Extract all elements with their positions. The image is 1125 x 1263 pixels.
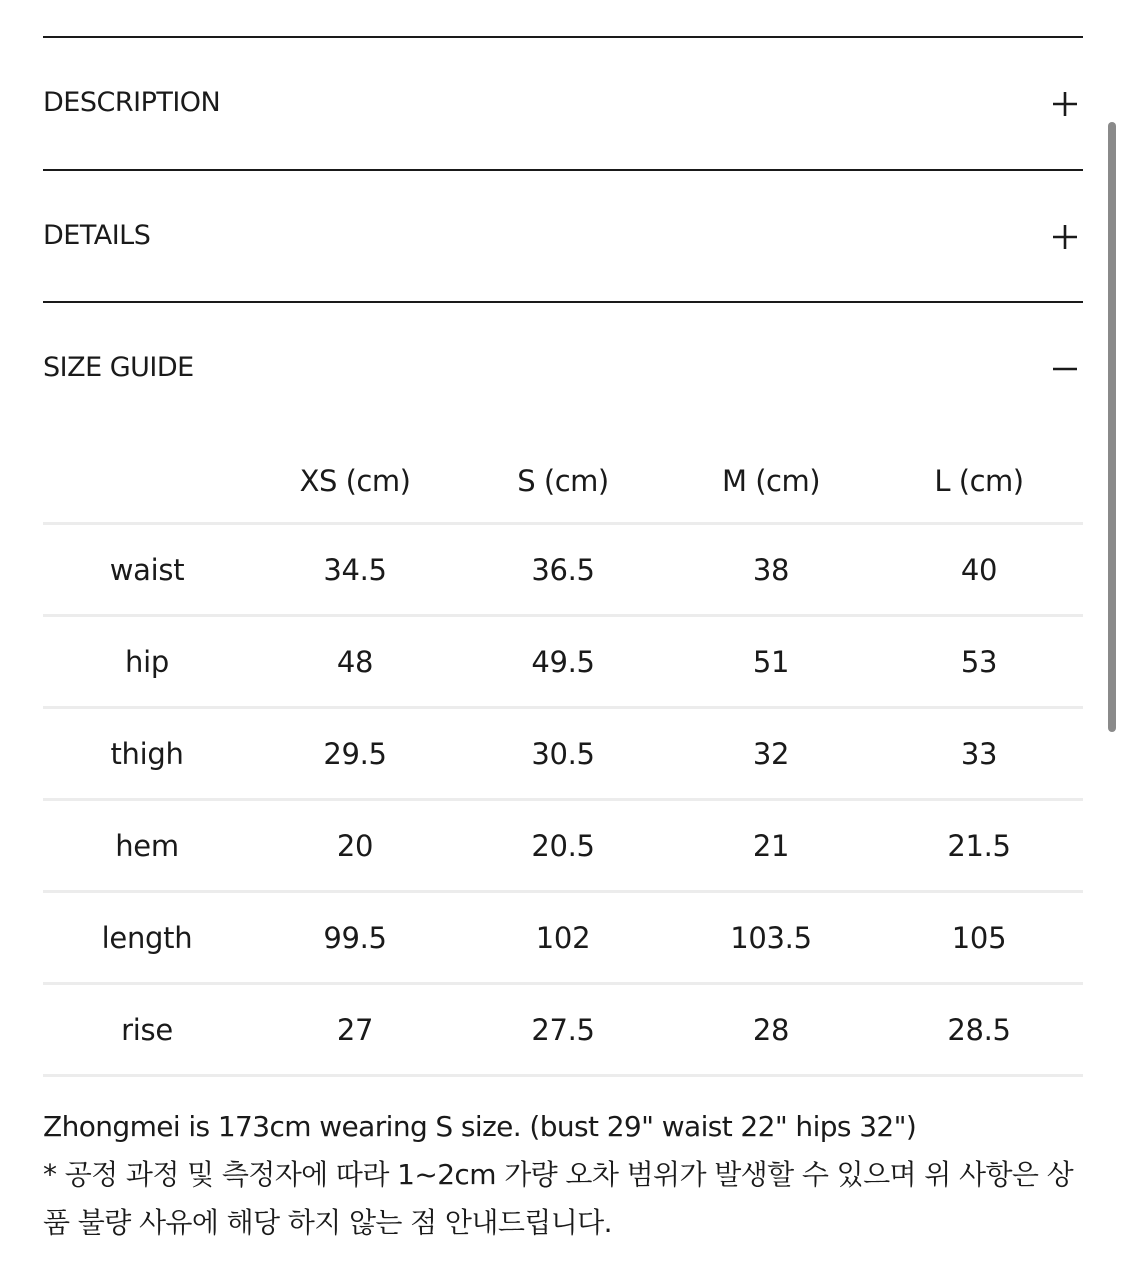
size-table-header-xs: XS (cm) xyxy=(299,464,411,498)
size-value: 53 xyxy=(875,616,1083,708)
size-value: 21 xyxy=(667,800,875,892)
size-value: 27.5 xyxy=(459,984,667,1076)
table-row xyxy=(43,800,1083,892)
size-table-header-l: L (cm) xyxy=(934,464,1024,498)
size-value: 28.5 xyxy=(875,984,1083,1076)
size-value: 20 xyxy=(251,800,459,892)
size-value: 20.5 xyxy=(459,800,667,892)
plus-icon[interactable] xyxy=(1051,223,1079,251)
size-value: 21.5 xyxy=(875,800,1083,892)
size-value: 29.5 xyxy=(251,708,459,800)
size-value: 36.5 xyxy=(459,524,667,616)
disclaimer-text: * 공정 과정 및 측정자에 따라 1~2cm 가량 오차 범위가 발생할 수 있으며 위 사항은 상품 불량 사유에 해당 하지 않는 점 안내드립니다. xyxy=(43,1158,1074,1239)
size-guide-notes xyxy=(43,1103,1083,1247)
size-table-header-row xyxy=(43,440,1083,524)
size-table-header-m: M (cm) xyxy=(721,464,821,498)
size-value: 38 xyxy=(667,524,875,616)
table-row xyxy=(43,984,1083,1076)
table-row xyxy=(43,616,1083,708)
vertical-scrollbar[interactable] xyxy=(1108,122,1116,732)
accordion-details-label: DETAILS xyxy=(43,220,151,251)
measure-label: thigh xyxy=(43,708,251,800)
measure-label: length xyxy=(43,892,251,984)
size-value: 49.5 xyxy=(459,616,667,708)
measure-label: waist xyxy=(43,524,251,616)
accordion-size-guide-label: SIZE GUIDE xyxy=(43,352,194,383)
size-value: 48 xyxy=(251,616,459,708)
size-value: 27 xyxy=(251,984,459,1076)
table-row xyxy=(43,892,1083,984)
minus-icon[interactable] xyxy=(1051,355,1079,383)
measure-label: rise xyxy=(43,984,251,1076)
size-table-header-measure xyxy=(43,440,251,524)
size-value: 30.5 xyxy=(459,708,667,800)
plus-icon[interactable] xyxy=(1051,90,1079,118)
size-guide-table xyxy=(43,440,1083,1077)
table-row xyxy=(43,708,1083,800)
size-value: 32 xyxy=(667,708,875,800)
accordion-description[interactable] xyxy=(43,38,1083,170)
table-row xyxy=(43,524,1083,616)
accordion-details[interactable] xyxy=(43,171,1083,303)
size-value: 40 xyxy=(875,524,1083,616)
measure-label: hem xyxy=(43,800,251,892)
size-value: 103.5 xyxy=(667,892,875,984)
size-value: 28 xyxy=(667,984,875,1076)
model-info-text: Zhongmei is 173cm wearing S size. (bust 29" waist 22" hips 32") xyxy=(43,1110,917,1143)
accordion-size-guide[interactable] xyxy=(43,303,1083,435)
size-value: 105 xyxy=(875,892,1083,984)
size-value: 99.5 xyxy=(251,892,459,984)
accordion-description-label: DESCRIPTION xyxy=(43,87,221,118)
size-value: 34.5 xyxy=(251,524,459,616)
size-table-header-s: S (cm) xyxy=(517,464,609,498)
size-value: 51 xyxy=(667,616,875,708)
size-value: 33 xyxy=(875,708,1083,800)
size-value: 102 xyxy=(459,892,667,984)
measure-label: hip xyxy=(43,616,251,708)
